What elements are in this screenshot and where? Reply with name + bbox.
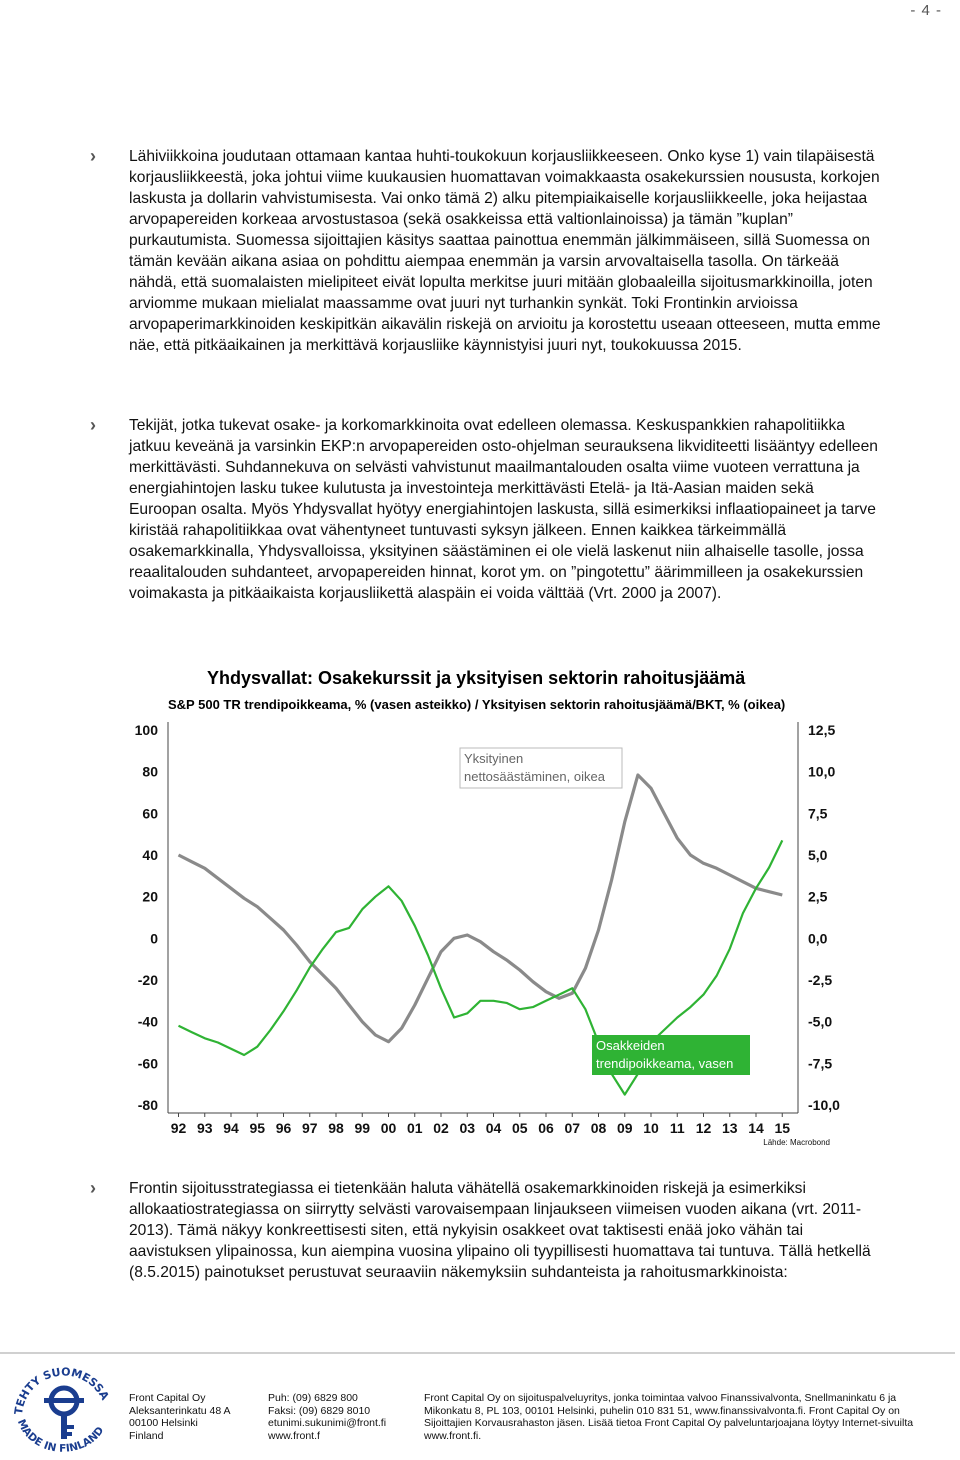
legend-label-stock-deviation: trendipoikkeama, vasen [596, 1056, 734, 1071]
x-tick-label: 15 [774, 1120, 791, 1136]
right-tick-label: 2,5 [808, 888, 828, 905]
x-tick-label: 07 [564, 1120, 581, 1136]
x-tick-label: 01 [406, 1120, 423, 1136]
right-tick-label: -10,0 [808, 1097, 840, 1113]
left-tick-label: -40 [137, 1013, 158, 1030]
x-tick-label: 00 [380, 1120, 397, 1136]
logo-text-top: TEHTY SUOMESSA [11, 1365, 112, 1416]
chart-subtitle: S&P 500 TR trendipoikkeama, % (vasen asteikko) / Yksityisen sektorin rahoitusjäämä/BKT, % (oikea) [168, 697, 786, 712]
x-tick-label: 99 [354, 1120, 371, 1136]
bullet-marker: › [90, 1178, 96, 1198]
logo-text-bottom: MADE IN FINLAND [14, 1417, 107, 1455]
paragraph-2: Tekijät, jotka tukevat osake- ja korkomarkkinoita ovat edelleen olemassa. Keskuspankkien rahapolitiikka jatkuu keveänä ja varsinkin EKP:n arvopapereiden osto-ohjelman seurauksena likviditeetti lisääntyy edelleen merkittävästi. Suhdannekuva on selvästi vahvistunut maailmantalouden osalta viime vuoteen verrattuna ja energiahintojen lasku tukee kulutusta ja investointeja merkittävästi Etelä- ja Itä-Aasian maiden sekä Euroopan osalta. Myös Yhdysvallat hyötyy energiahintojen laskusta, sillä esimerkiksi inflaatiopaineet ja tarve kiristää rahapolitiikkaa ovat vähentyneet tuntuvasti syksyn jälkeen. Ennen kaikkea tärkeimmällä osakemarkkinalla, Yhdysvalloissa, yksityinen säästäminen ei ole vielä laskenut niin alhaiselle tasolle, jossa reaalitalouden suhdanteet, arvopapereiden hinnat, korot ym. on ”pingotettu” äärimmilleen ja osakekurssien voimakasta ja pitkäaikaista korjausliikettä alaspäin ei voida välttää (Vrt. 2000 ja 2007). [129, 417, 878, 602]
right-tick-label: -7,5 [808, 1055, 833, 1072]
x-tick-label: 14 [748, 1120, 764, 1136]
x-tick-label: 03 [459, 1120, 476, 1136]
left-tick-label: 60 [142, 805, 158, 822]
legend-label-stock-deviation: Osakkeiden [596, 1038, 665, 1053]
footer-website-link[interactable]: www.front.f [268, 1429, 320, 1442]
x-tick-label: 93 [196, 1120, 213, 1136]
footer-divider [0, 1352, 955, 1354]
x-tick-label: 96 [275, 1120, 292, 1136]
x-tick-label: 09 [616, 1120, 633, 1136]
x-tick-label: 97 [301, 1120, 318, 1136]
footer-line: Aleksanterinkatu 48 A [129, 1404, 231, 1417]
footer-phone: Puh: (09) 6829 800 [268, 1392, 358, 1404]
made-in-finland-logo [8, 1365, 118, 1455]
paragraph-1: Lähiviikkoina joudutaan ottamaan kantaa huhti-toukokuun korjausliikkeeseen. Onko kyse 1) vain tilapäisestä korjausliikkeestä, joka johtui viime kuukausien huomattavan voimakkaasta osakekurssien noususta, korkojen laskusta ja dollarin vahvistumisesta. Vai onko tämä 2) alku pitempiaikaiselle korjausliikkeelle, joka heijastaa arvopapereiden korkeaa arvostustasoa (sekä osakkeissa että valtionlainoissa) ja tämän ”kuplan” purkautumista. Suomessa sijoittajien käsitys saattaa painottua enemmän jälkimmäiseen, sillä Suomessa on tämän kevään aikana asiaa on pohdittu aiempaa enemmän ja varsin arvovaltaisella tasolla. On tärkeää nähdä, että suomalaisten mielipiteet eivät lopulta merkitse juuri mitään globaaleilla sijoitusmarkkinoilla, joten arviomme mukaan mielialat maassamme ovat juuri nyt turhankin synkät. Toki Frontinkin arvioissa arvopaperimarkkinoiden keskipitkän aikavälin riskejä on arvioitu ja korostettu useaan otteeseen, mutta emme näe, että pitkäaikainen ja merkittävä korjausliike käynnistyisi juuri nyt, toukokuussa 2015. [129, 148, 881, 354]
key-icon [44, 1388, 84, 1439]
x-tick-label: 94 [223, 1120, 239, 1136]
footer-email[interactable]: etunimi.sukunimi@front.fi [268, 1417, 387, 1429]
left-tick-label: 40 [142, 847, 158, 863]
footer-fax: Faksi: (09) 6829 8010 [268, 1404, 371, 1417]
right-tick-label: -5,0 [808, 1013, 833, 1030]
page-number: - 4 - [910, 2, 942, 19]
x-tick-label: 92 [170, 1120, 187, 1136]
bullet-marker: › [90, 146, 96, 166]
chart-source: Lähde: Macrobond [763, 1138, 830, 1147]
right-tick-label: -2,5 [808, 972, 833, 988]
footer-line: Front Capital Oy [129, 1392, 206, 1404]
left-tick-label: 80 [142, 763, 158, 780]
right-tick-label: 12,5 [808, 722, 836, 738]
footer-line: Sijoittajien Korvausrahaston jäsen. Lisää tietoa Front Capital Oy palveluntarjoajana löytyy Internet-sivuilta [424, 1417, 914, 1429]
legend-label-private-savings: nettosäästäminen, oikea [464, 769, 605, 784]
footer-line: Front Capital Oy on sijoituspalveluyritys, jonka toimintaa valvoo Finanssivalvonta, Snellmaninkatu 6 ja [424, 1392, 897, 1404]
x-tick-label: 13 [721, 1120, 738, 1136]
x-tick-label: 05 [511, 1120, 528, 1136]
x-tick-label: 08 [590, 1120, 607, 1136]
right-tick-label: 0,0 [808, 930, 828, 947]
x-tick-label: 11 [669, 1120, 685, 1136]
right-tick-label: 7,5 [808, 805, 828, 822]
bullet-marker: › [90, 415, 96, 435]
chart [110, 660, 850, 1160]
footer-company [129, 1392, 231, 1442]
paragraph-3: Frontin sijoitusstrategiassa ei tietenkään haluta vähätellä osakemarkkinoiden riskejä ja esimerkiksi allokaatiostrategiassa on siirrytty selvästi varovaisempaan linjaukseen viimeisen vuoden aikana (vrt. 2011-2013). Tämä näkyy konkreettisesti siten, että nykyisin osakkeet ovat taktisesti enää joko vähän tai aavistuksen ylipainossa, kun aiempina vuosina ylipaino oli tyypillisesti huomattava tai tuntuva. Tällä hetkellä (8.5.2015) painotukset perustuvat seuraaviin näkemyksiin suhdanteista ja rahoitusmarkkinoista: [129, 1180, 871, 1281]
footer-website-link[interactable]: www.front.fi. [424, 1429, 482, 1442]
legend-label-private-savings: Yksityinen [464, 751, 524, 766]
right-tick-label: 5,0 [808, 847, 828, 863]
left-tick-label: -20 [137, 972, 158, 988]
footer-line: 00100 Helsinki [129, 1417, 198, 1429]
x-tick-label: 98 [328, 1120, 344, 1136]
chart-title: Yhdysvallat: Osakekurssit ja yksityisen sektorin rahoitusjäämä [207, 668, 746, 688]
x-tick-label: 95 [249, 1120, 266, 1136]
x-tick-label: 10 [643, 1120, 659, 1136]
footer-line: Finland [129, 1429, 164, 1442]
left-tick-label: -80 [137, 1097, 158, 1113]
chart-plot [110, 660, 850, 1160]
footer-info [424, 1392, 913, 1442]
x-tick-label: 02 [433, 1120, 449, 1136]
footer-line: Mikonkatu 8, PL 103, 00101 Helsinki, puhelin 010 831 51, www.finanssivalvonta.fi. Front Capital Oy on [424, 1404, 900, 1417]
left-tick-label: 100 [134, 722, 158, 738]
left-tick-label: 20 [142, 888, 158, 905]
left-tick-label: -60 [137, 1055, 158, 1072]
left-tick-label: 0 [150, 930, 158, 947]
right-tick-label: 10,0 [808, 763, 836, 780]
footer-contact [268, 1392, 386, 1442]
x-tick-label: 12 [695, 1120, 712, 1136]
x-tick-label: 04 [485, 1120, 502, 1136]
x-tick-label: 06 [538, 1120, 554, 1136]
